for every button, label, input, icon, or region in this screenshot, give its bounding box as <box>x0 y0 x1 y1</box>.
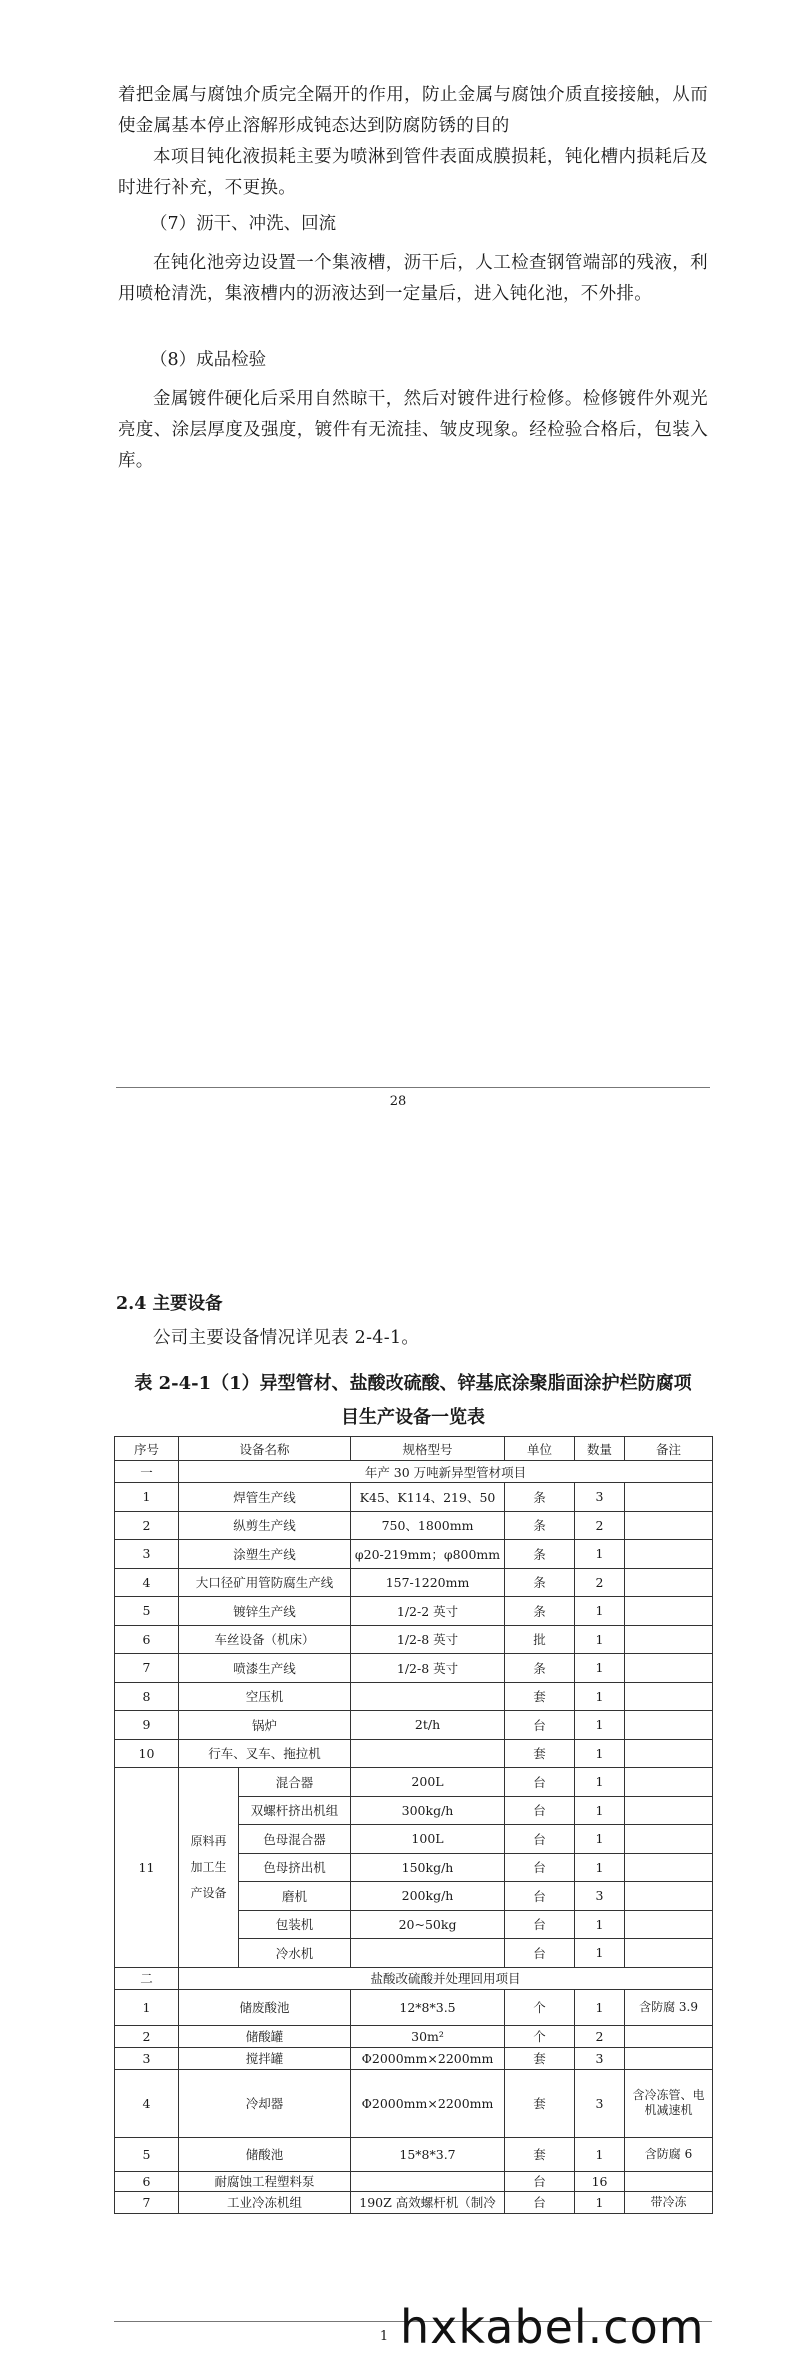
cell-unit: 条 <box>505 1483 575 1512</box>
cell-no: 10 <box>115 1739 179 1768</box>
cell-no: 5 <box>115 1597 179 1626</box>
table-row <box>115 1967 713 1989</box>
group-number: 二 <box>115 1967 179 1989</box>
cell-note <box>625 1511 713 1540</box>
cell-unit: 台 <box>505 1882 575 1911</box>
cell-name: 行车、叉车、拖拉机 <box>179 1739 351 1768</box>
paragraph-passivation-loss: 本项目钝化液损耗主要为喷淋到管件表面成膜损耗，钝化槽内损耗后及时进行补充，不更换。 <box>118 147 708 198</box>
cell-name: 车丝设备（机床） <box>179 1625 351 1654</box>
table-row <box>115 1511 713 1540</box>
cell-no: 9 <box>115 1711 179 1740</box>
cell-spec: 2t/h <box>351 1711 505 1740</box>
table-caption-line2: 目生产设备一览表 <box>341 1407 485 1428</box>
cell-unit: 台 <box>505 1853 575 1882</box>
col-header-spec: 规格型号 <box>351 1437 505 1461</box>
cell-spec: 1/2-8 英寸 <box>351 1654 505 1683</box>
cell-name: 冷却器 <box>179 2069 351 2137</box>
cell-unit: 套 <box>505 2137 575 2171</box>
cell-qty: 3 <box>575 1483 625 1512</box>
cell-note: 含冷冻管、电机减速机 <box>625 2069 713 2137</box>
footer-rule <box>116 1087 710 1088</box>
cell-spec <box>351 2171 505 2191</box>
cell-note <box>625 1654 713 1683</box>
cell-spec: 100L <box>351 1825 505 1854</box>
cell-name: 镀锌生产线 <box>179 1597 351 1626</box>
cell-note: 含防腐 3.9 <box>625 1989 713 2025</box>
col-header-name: 设备名称 <box>179 1437 351 1461</box>
cell-note: 带冷冻 <box>625 2191 713 2213</box>
table-row <box>115 1625 713 1654</box>
cell-spec: 200L <box>351 1768 505 1797</box>
table-row <box>115 1461 713 1483</box>
table-header-row <box>115 1437 713 1461</box>
cell-qty: 16 <box>575 2171 625 2191</box>
table-row <box>115 1739 713 1768</box>
cell-unit: 台 <box>505 1939 575 1968</box>
cell-name: 混合器 <box>239 1768 351 1797</box>
cell-note <box>625 1568 713 1597</box>
cell-unit: 套 <box>505 1682 575 1711</box>
cell-spec: 200kg/h <box>351 1882 505 1911</box>
cell-unit: 个 <box>505 2025 575 2047</box>
page-number: 1 <box>379 2329 389 2344</box>
cell-name: 耐腐蚀工程塑料泵 <box>179 2171 351 2191</box>
table-row <box>115 1568 713 1597</box>
cell-no: 4 <box>115 1568 179 1597</box>
cell-group: 原料再加工生产设备 <box>179 1768 239 1968</box>
cell-name: 色母挤出机 <box>239 1853 351 1882</box>
table-row <box>115 1540 713 1569</box>
cell-spec: φ20-219mm；φ800mm <box>351 1540 505 1569</box>
equipment-table <box>114 1436 713 2214</box>
table-row <box>115 2191 713 2213</box>
cell-unit: 条 <box>505 1568 575 1597</box>
cell-unit: 条 <box>505 1597 575 1626</box>
cell-note <box>625 1939 713 1968</box>
cell-name: 储酸罐 <box>179 2025 351 2047</box>
cell-name: 喷漆生产线 <box>179 1654 351 1683</box>
subheading-drain-rinse: （7）沥干、冲洗、回流 <box>150 214 337 234</box>
table-row <box>115 2047 713 2069</box>
cell-note <box>625 1682 713 1711</box>
cell-qty: 1 <box>575 2191 625 2213</box>
cell-unit: 台 <box>505 1711 575 1740</box>
paragraph-drain-rinse: 在钝化池旁边设置一个集液槽，沥干后，人工检查钢管端部的残液，利用喷枪清洗，集液槽内的沥液达到一定量后，进入钝化池，不外排。 <box>118 253 708 304</box>
table-row <box>115 2025 713 2047</box>
group-title: 年产 30 万吨新异型管材项目 <box>179 1461 713 1483</box>
cell-qty: 3 <box>575 2047 625 2069</box>
cell-name: 空压机 <box>179 1682 351 1711</box>
cell-qty: 3 <box>575 2069 625 2137</box>
cell-qty: 1 <box>575 1597 625 1626</box>
subheading-product-inspection: （8）成品检验 <box>150 350 267 370</box>
cell-spec: 157-1220mm <box>351 1568 505 1597</box>
cell-spec: Φ2000mm×2200mm <box>351 2047 505 2069</box>
cell-qty: 1 <box>575 1825 625 1854</box>
cell-qty: 1 <box>575 1711 625 1740</box>
cell-spec: 190Z 高效螺杆机（制冷 <box>351 2191 505 2213</box>
cell-unit: 台 <box>505 1825 575 1854</box>
cell-spec: 750、1800mm <box>351 1511 505 1540</box>
cell-name: 包装机 <box>239 1910 351 1939</box>
table-row <box>115 1597 713 1626</box>
cell-unit: 台 <box>505 1768 575 1797</box>
cell-name: 储酸池 <box>179 2137 351 2171</box>
cell-spec: 30m² <box>351 2025 505 2047</box>
table-row <box>115 1483 713 1512</box>
cell-spec: 300kg/h <box>351 1796 505 1825</box>
cell-name: 涂塑生产线 <box>179 1540 351 1569</box>
cell-spec <box>351 1739 505 1768</box>
cell-no: 3 <box>115 2047 179 2069</box>
cell-name: 焊管生产线 <box>179 1483 351 1512</box>
cell-no: 3 <box>115 1540 179 1569</box>
col-header-note: 备注 <box>625 1437 713 1461</box>
cell-spec: 1/2-8 英寸 <box>351 1625 505 1654</box>
paragraph-passivation-effect: 着把金属与腐蚀介质完全隔开的作用，防止金属与腐蚀介质直接接触，从而使金属基本停止溶解形成钝态达到防腐防锈的目的 <box>118 85 708 136</box>
cell-unit: 台 <box>505 2171 575 2191</box>
cell-no: 2 <box>115 1511 179 1540</box>
cell-note <box>625 1910 713 1939</box>
cell-note <box>625 1540 713 1569</box>
document-page-1 <box>0 1180 796 2368</box>
table-caption <box>108 1367 718 1435</box>
cell-no: 2 <box>115 2025 179 2047</box>
cell-note <box>625 1853 713 1882</box>
cell-qty: 1 <box>575 1796 625 1825</box>
col-header-no: 序号 <box>115 1437 179 1461</box>
cell-note <box>625 1796 713 1825</box>
cell-no: 1 <box>115 1483 179 1512</box>
cell-spec <box>351 1682 505 1711</box>
cell-qty: 1 <box>575 1540 625 1569</box>
cell-qty: 1 <box>575 1739 625 1768</box>
cell-note <box>625 1483 713 1512</box>
group-number: 一 <box>115 1461 179 1483</box>
paragraph-product-inspection: 金属镀件硬化后采用自然晾干，然后对镀件进行检修。检修镀件外观光亮度、涂层厚度及强度，镀件有无流挂、皱皮现象。经检验合格后，包装入库。 <box>118 389 708 471</box>
cell-qty: 2 <box>575 1511 625 1540</box>
cell-qty: 1 <box>575 1939 625 1968</box>
cell-note <box>625 2047 713 2069</box>
cell-qty: 1 <box>575 1910 625 1939</box>
cell-name: 大口径矿用管防腐生产线 <box>179 1568 351 1597</box>
cell-name: 锅炉 <box>179 1711 351 1740</box>
cell-unit: 套 <box>505 2069 575 2137</box>
cell-name: 工业冷冻机组 <box>179 2191 351 2213</box>
cell-name: 储废酸池 <box>179 1989 351 2025</box>
cell-unit: 条 <box>505 1511 575 1540</box>
cell-unit: 条 <box>505 1540 575 1569</box>
cell-note <box>625 1882 713 1911</box>
table-row <box>115 1711 713 1740</box>
table-row <box>115 2171 713 2191</box>
cell-spec: 12*8*3.5 <box>351 1989 505 2025</box>
table-row <box>115 1682 713 1711</box>
cell-unit: 套 <box>505 2047 575 2069</box>
table-row <box>115 2137 713 2171</box>
table-row <box>115 1654 713 1683</box>
cell-note <box>625 1825 713 1854</box>
cell-no: 6 <box>115 1625 179 1654</box>
cell-qty: 1 <box>575 1768 625 1797</box>
cell-qty: 2 <box>575 1568 625 1597</box>
cell-name: 纵剪生产线 <box>179 1511 351 1540</box>
cell-no: 7 <box>115 2191 179 2213</box>
cell-qty: 1 <box>575 1682 625 1711</box>
cell-note: 含防腐 6 <box>625 2137 713 2171</box>
group-title: 盐酸改硫酸并处理回用项目 <box>179 1967 713 1989</box>
cell-name: 搅拌罐 <box>179 2047 351 2069</box>
cell-note <box>625 2171 713 2191</box>
cell-spec: 15*8*3.7 <box>351 2137 505 2171</box>
watermark: hxkabel.com <box>400 2300 705 2354</box>
cell-name: 色母混合器 <box>239 1825 351 1854</box>
page-number: 28 <box>389 1094 407 1109</box>
cell-note <box>625 2025 713 2047</box>
cell-qty: 2 <box>575 2025 625 2047</box>
cell-unit: 批 <box>505 1625 575 1654</box>
cell-qty: 1 <box>575 1853 625 1882</box>
cell-qty: 1 <box>575 2137 625 2171</box>
cell-unit: 个 <box>505 1989 575 2025</box>
cell-unit: 台 <box>505 1796 575 1825</box>
cell-no: 4 <box>115 2069 179 2137</box>
cell-qty: 1 <box>575 1625 625 1654</box>
cell-spec: 150kg/h <box>351 1853 505 1882</box>
cell-spec: 20~50kg <box>351 1910 505 1939</box>
table-caption-line1: 表 2-4-1（1）异型管材、盐酸改硫酸、锌基底涂聚脂面涂护栏防腐项 <box>134 1373 692 1394</box>
cell-name: 双螺杆挤出机组 <box>239 1796 351 1825</box>
cell-spec: Φ2000mm×2200mm <box>351 2069 505 2137</box>
cell-unit: 台 <box>505 1910 575 1939</box>
cell-note <box>625 1625 713 1654</box>
cell-unit: 套 <box>505 1739 575 1768</box>
cell-note <box>625 1739 713 1768</box>
cell-qty: 3 <box>575 1882 625 1911</box>
table-row <box>115 1768 713 1797</box>
cell-no: 7 <box>115 1654 179 1683</box>
table-row <box>115 2069 713 2137</box>
cell-spec <box>351 1939 505 1968</box>
cell-name: 冷水机 <box>239 1939 351 1968</box>
cell-spec: K45、K114、219、50 <box>351 1483 505 1512</box>
cell-note <box>625 1768 713 1797</box>
col-header-qty: 数量 <box>575 1437 625 1461</box>
cell-unit: 台 <box>505 2191 575 2213</box>
cell-qty: 1 <box>575 1654 625 1683</box>
cell-no: 11 <box>115 1768 179 1968</box>
cell-spec: 1/2-2 英寸 <box>351 1597 505 1626</box>
cell-no: 8 <box>115 1682 179 1711</box>
cell-name: 磨机 <box>239 1882 351 1911</box>
document-page-28 <box>0 0 796 1180</box>
cell-qty: 1 <box>575 1989 625 2025</box>
section-heading: 2.4 主要设备 <box>116 1294 223 1314</box>
cell-no: 6 <box>115 2171 179 2191</box>
cell-unit: 条 <box>505 1654 575 1683</box>
cell-note <box>625 1711 713 1740</box>
col-header-unit: 单位 <box>505 1437 575 1461</box>
section-intro: 公司主要设备情况详见表 2-4-1。 <box>153 1328 420 1348</box>
cell-note <box>625 1597 713 1626</box>
table-row <box>115 1989 713 2025</box>
cell-no: 5 <box>115 2137 179 2171</box>
cell-no: 1 <box>115 1989 179 2025</box>
